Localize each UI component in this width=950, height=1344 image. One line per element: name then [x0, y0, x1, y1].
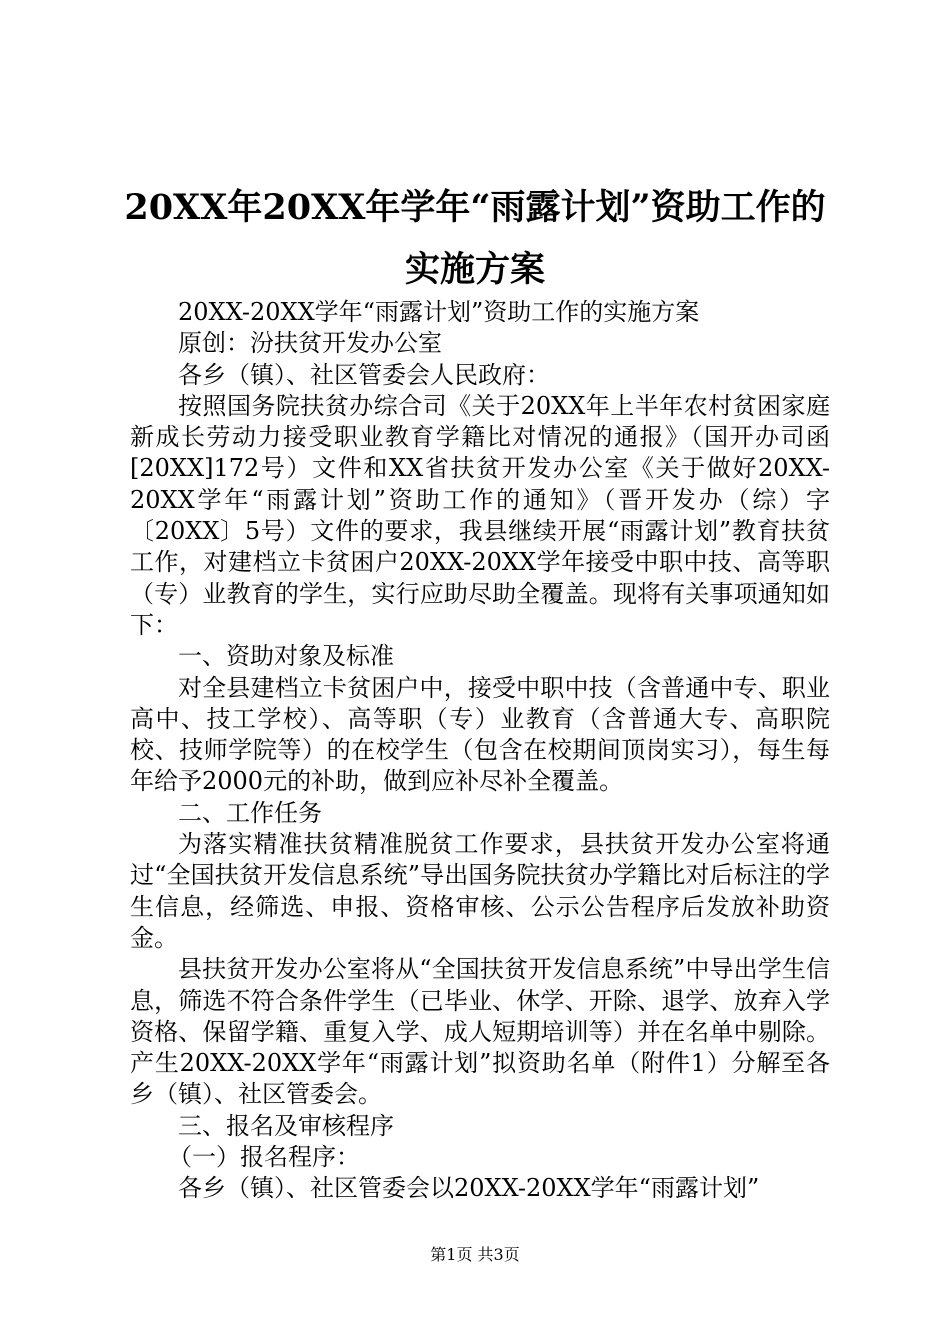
document-title-line-1: 20XX年20XX年学年“雨露计划”资助工作的 [124, 187, 826, 228]
section-heading-1: 一、资助对象及标准 [178, 642, 394, 671]
section-heading-2: 二、工作任务 [178, 798, 322, 827]
subsection-heading-1: （一）报名程序： [168, 1143, 360, 1172]
document-body [130, 297, 830, 1205]
paragraph-source: 原创：汾扶贫开发办公室 [178, 329, 442, 358]
document-title-line-2: 实施方案 [404, 249, 545, 290]
paragraph-section-1: 对全县建档立卡贫困户中，接受中职中技（含普通中专、职业高中、技工学校）、高等职（专）业教育（含普通大专、高职院校、技师学院等）的在校学生（包含在校期间顶岗实习），每生每年给予2000元的补助，做到应补尽补全覆盖。 [130, 673, 830, 796]
paragraph-addressee: 各乡（镇）、社区管委会人民政府： [178, 360, 550, 389]
page-footer: 第1页 共3页 [430, 1245, 520, 1264]
paragraph-subtitle: 20XX-20XX学年“雨露计划”资助工作的实施方案 [178, 298, 700, 326]
paragraph-section-3a: 各乡（镇）、社区管委会以20XX-20XX学年“雨露计划” [178, 1174, 760, 1203]
paragraph-section-2b: 县扶贫开发办公室将从“全国扶贫开发信息系统”中导出学生信息，筛选不符合条件学生（已毕业、休学、开除、退学、放弃入学资格、保留学籍、重复入学、成人短期培训等）并在名单中剔除。产生20XX-20XX学年“雨露计划”拟资助名单（附件1）分解至各乡（镇）、社区管委会。 [130, 955, 830, 1109]
section-heading-3: 三、报名及审核程序 [178, 1111, 394, 1140]
paragraph-intro: 按照国务院扶贫办综合司《关于20XX年上半年农村贫困家庭新成长劳动力接受职业教育学籍比对情况的通报》（国开办司函[20XX]172号）文件和XX省扶贫开发办公室《关于做好20XX-20XX学年“雨露计划”资助工作的通知》（晋开发办（综）字〔20XX〕5号）文件的要求，我县继续开展“雨露计划”教育扶贫工作，对建档立卡贫困户20XX-20XX学年接受中职中技、高等职（专）业教育的学生，实行应助尽助全覆盖。现将有关事项通知如下： [130, 391, 830, 639]
paragraph-section-2a: 为落实精准扶贫精准脱贫工作要求，县扶贫开发办公室将通过“全国扶贫开发信息系统”导出国务院扶贫办学籍比对后标注的学生信息，经筛选、申报、资格审核、公示公告程序后发放补助资金。 [130, 830, 830, 952]
